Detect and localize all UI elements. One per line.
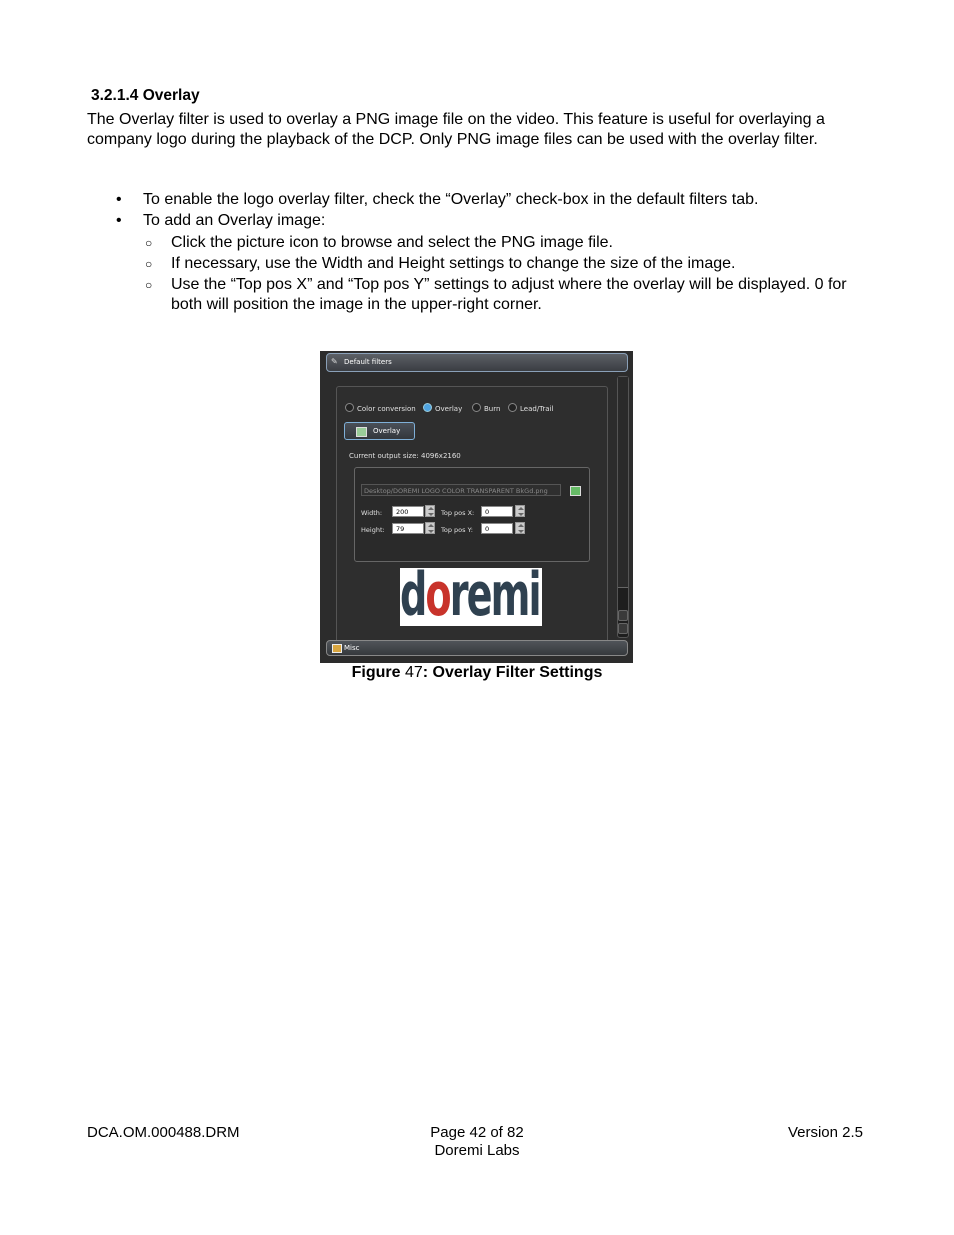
circle-bullet-icon: ○	[145, 278, 153, 292]
top-pos-y-label: Top pos Y:	[441, 526, 473, 534]
checkbox-checked-icon	[423, 403, 432, 412]
lead-trail-checkbox[interactable]: Lead/Trail	[508, 403, 553, 413]
image-path-field[interactable]: Desktop/DOREMI LOGO COLOR TRANSPARENT BkGd.png	[361, 484, 561, 496]
overlay-tab-button[interactable]: Overlay	[344, 422, 415, 440]
footer-version: Version 2.5	[787, 1124, 863, 1141]
height-label: Height:	[361, 526, 385, 534]
overlay-filter-screenshot	[320, 351, 633, 663]
height-input[interactable]: 79	[392, 523, 424, 534]
sub-list-item: ○ Click the picture icon to browse and select the PNG image file.	[145, 234, 613, 251]
top-pos-y-stepper[interactable]	[515, 522, 525, 534]
top-pos-y-input[interactable]: 0	[481, 523, 513, 534]
color-conversion-checkbox[interactable]: Color conversion	[345, 403, 416, 413]
scroll-up-button[interactable]	[618, 610, 628, 621]
scroll-down-button[interactable]	[618, 623, 628, 634]
browse-picture-icon[interactable]	[570, 486, 581, 496]
width-stepper[interactable]	[425, 505, 435, 517]
footer-page-number: Page 42 of 82	[430, 1124, 524, 1141]
picture-icon	[356, 427, 367, 437]
figure-caption: Figure 47: Overlay Filter Settings	[351, 664, 603, 681]
vertical-scrollbar[interactable]	[617, 376, 629, 638]
width-label: Width:	[361, 509, 383, 517]
section-heading: 3.2.1.4 Overlay	[91, 87, 200, 104]
list-item: • To add an Overlay image:	[116, 212, 326, 229]
bullet-icon: •	[116, 212, 122, 229]
default-filters-header[interactable]: ✎ Default filters	[326, 353, 628, 372]
checkbox-icon	[508, 403, 517, 412]
doremi-logo-preview: doremi	[400, 568, 542, 626]
misc-icon	[332, 644, 342, 653]
circle-bullet-icon: ○	[145, 236, 153, 250]
circle-bullet-icon: ○	[145, 257, 153, 271]
sub-list-item: ○ If necessary, use the Width and Height settings to change the size of the image.	[145, 255, 736, 272]
top-pos-x-input[interactable]: 0	[481, 506, 513, 517]
overlay-checkbox[interactable]: Overlay	[423, 403, 462, 413]
height-stepper[interactable]	[425, 522, 435, 534]
list-item: • To enable the logo overlay filter, check the “Overlay” check-box in the default filters tab.	[116, 191, 759, 208]
top-pos-x-stepper[interactable]	[515, 505, 525, 517]
section-paragraph: The Overlay filter is used to overlay a PNG image file on the video. This feature is useful for overlaying a company logo during the playback of the DCP. Only PNG image files can be used with the overlay filter.	[87, 111, 825, 148]
wrench-icon: ✎	[331, 357, 338, 366]
width-input[interactable]: 200	[392, 506, 424, 517]
burn-checkbox[interactable]: Burn	[472, 403, 500, 413]
checkbox-icon	[345, 403, 354, 412]
bullet-icon: •	[116, 191, 122, 208]
footer-doc-id: DCA.OM.000488.DRM	[87, 1124, 240, 1141]
checkbox-icon	[472, 403, 481, 412]
scrollbar-thumb[interactable]	[618, 377, 628, 588]
footer-company: Doremi Labs	[434, 1142, 520, 1159]
output-size-label: Current output size: 4096x2160	[349, 452, 461, 460]
misc-header[interactable]: Misc	[326, 640, 628, 656]
overlay-settings-group	[354, 467, 590, 562]
sub-list-item: ○ Use the “Top pos X” and “Top pos Y” settings to adjust where the overlay will be displayed. 0 for both will position the image in the upper-right corner.	[145, 276, 847, 313]
top-pos-x-label: Top pos X:	[441, 509, 475, 517]
